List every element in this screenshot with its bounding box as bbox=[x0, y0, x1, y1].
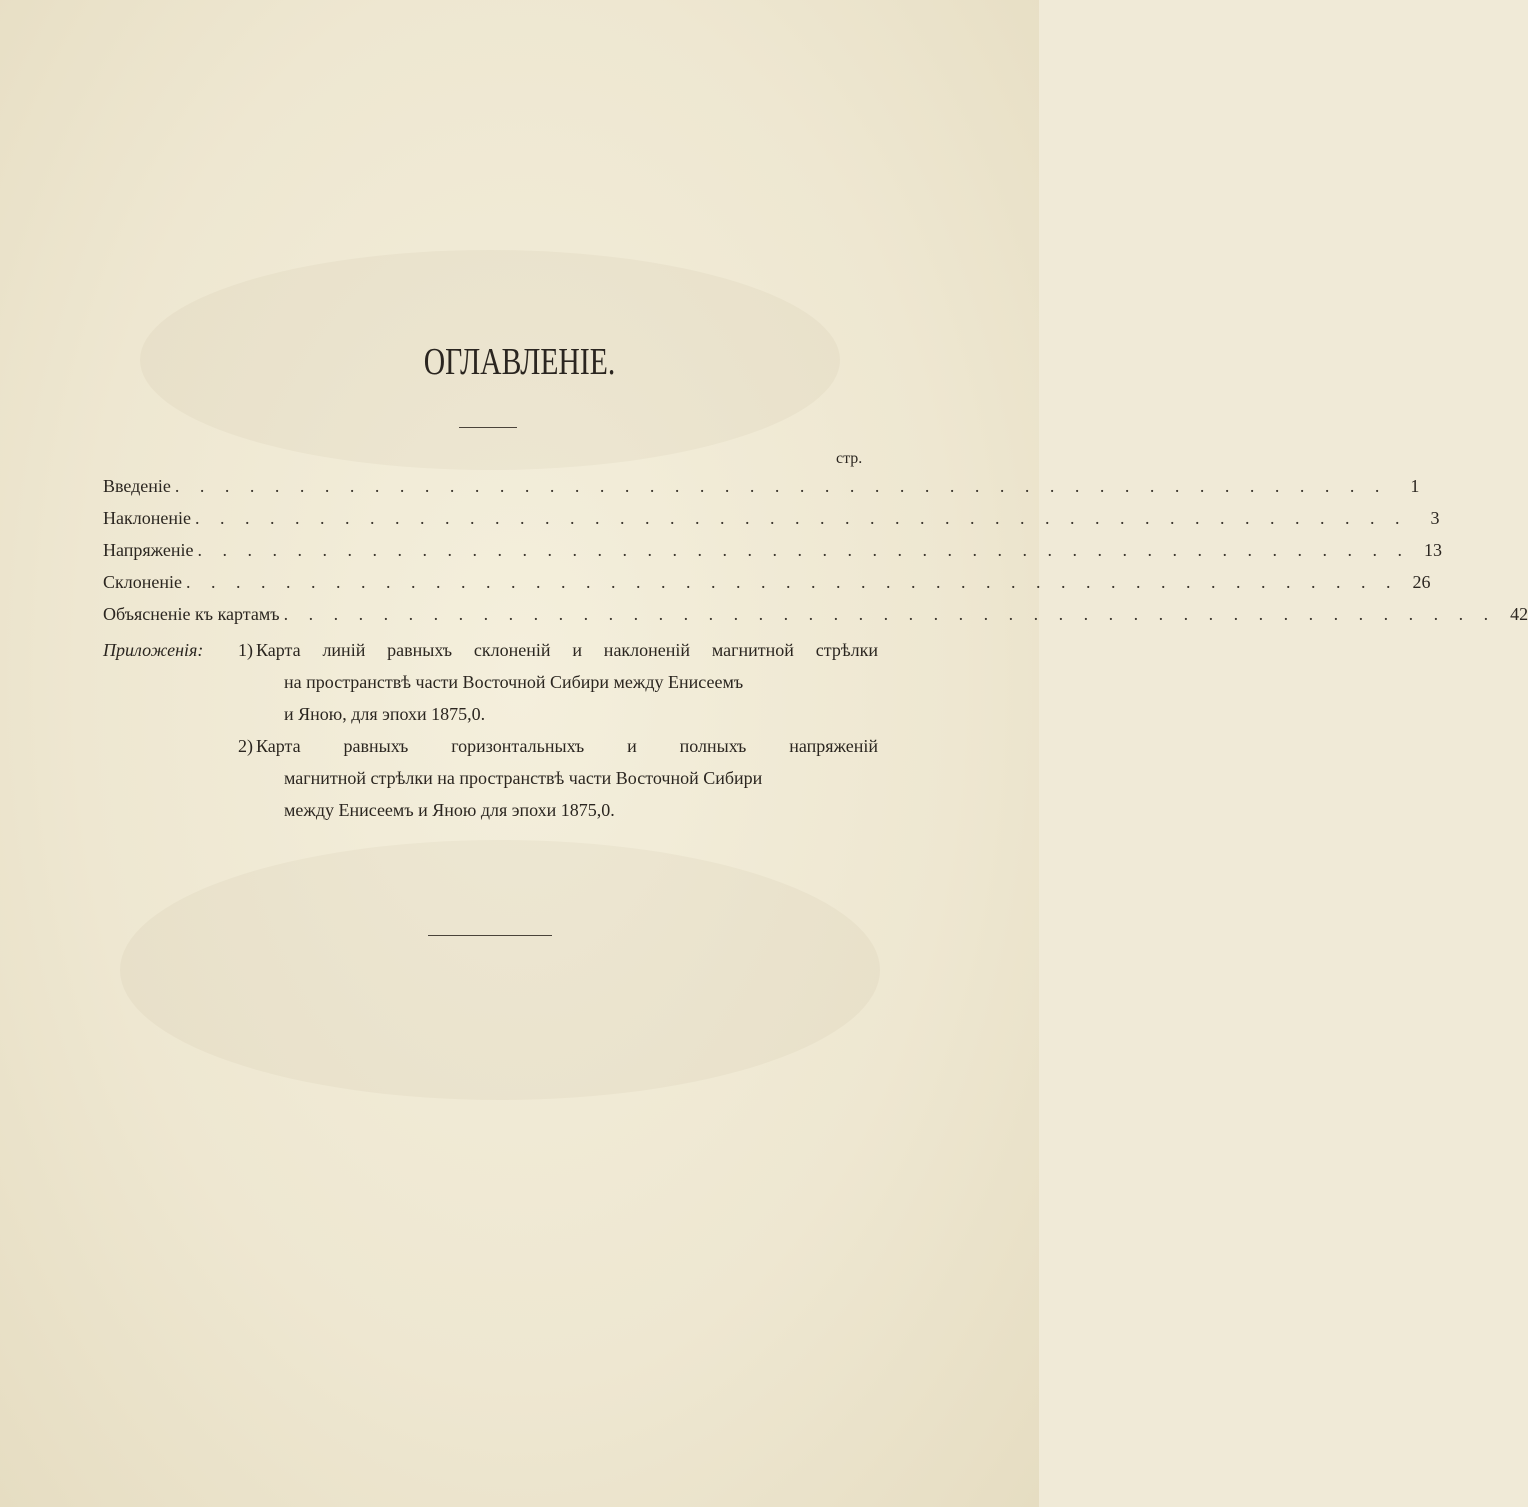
toc-leader-dots: . . . . . . . . . . . . . . . . . . . . . . . . . . . . . . . . . . . . . . . . . . . . . . . . . bbox=[194, 508, 1408, 528]
appendix-label: Приложенія: bbox=[103, 640, 204, 660]
title-divider bbox=[459, 427, 517, 428]
appendix-line: и Яною, для эпохи 1875,0. bbox=[284, 704, 486, 724]
toc-entry-page: 1 bbox=[1410, 476, 1420, 496]
appendix-item-text bbox=[256, 634, 878, 730]
appendix-item-number: 2) bbox=[238, 736, 253, 756]
appendix-line: Карта линій равныхъ склоненій и наклоненій магнитной стрѣлки bbox=[256, 640, 878, 660]
toc-entry-page: 3 bbox=[1430, 508, 1440, 528]
appendix-line: Карта равныхъ горизонтальныхъ и полныхъ напряженій bbox=[256, 736, 878, 756]
page-column-label: стр. bbox=[836, 450, 863, 467]
toc-leader-dots: . . . . . . . . . . . . . . . . . . . . . . . . . . . . . . . . . . . . . . . . . . . . . . . . . bbox=[185, 572, 1399, 592]
toc-leader-dots: . . . . . . . . . . . . . . . . . . . . . . . . . . . . . . . . . . . . . . . . . . . . . . . . . bbox=[197, 540, 1410, 560]
toc-entry[interactable] bbox=[103, 538, 1442, 570]
appendix-line: между Енисеемъ и Яною для эпохи 1875,0. bbox=[284, 800, 615, 820]
appendix-item-text bbox=[256, 730, 878, 826]
appendix-item-number: 1) bbox=[238, 640, 253, 660]
toc-entry[interactable] bbox=[103, 474, 1420, 506]
toc-entry[interactable] bbox=[103, 506, 1440, 538]
appendix-line: магнитной стрѣлки на пространствѣ части Восточной Сибири bbox=[284, 768, 763, 788]
toc-entry[interactable] bbox=[103, 602, 1528, 634]
toc-entry-title: Напряженіе bbox=[103, 540, 194, 560]
closing-divider bbox=[428, 935, 552, 936]
toc-leader-dots: . . . . . . . . . . . . . . . . . . . . . . . . . . . . . . . . . . . . . . . . . . . . . . . . . bbox=[174, 476, 1388, 496]
toc-entry-page: 26 bbox=[1412, 572, 1431, 592]
toc-entry-page: 42 bbox=[1510, 604, 1528, 624]
toc-leader-dots: . . . . . . . . . . . . . . . . . . . . . . . . . . . . . . . . . . . . . . . . . . . . . . . . . bbox=[283, 604, 1497, 624]
toc-entry[interactable] bbox=[103, 570, 1431, 602]
toc-entry-title: Введеніе bbox=[103, 476, 171, 496]
toc-entry-title: Склоненіе bbox=[103, 572, 182, 592]
toc-entry-title: Объясненіе къ картамъ bbox=[103, 604, 280, 624]
appendix-line: на пространствѣ части Восточной Сибири между Енисеемъ bbox=[284, 672, 744, 692]
page-title: ОГЛАВЛЕНІЕ. bbox=[423, 341, 616, 383]
bleed-through-stain bbox=[120, 840, 880, 1100]
toc-entry-page: 13 bbox=[1423, 540, 1442, 560]
toc-entry-title: Наклоненіе bbox=[103, 508, 191, 528]
table-of-contents bbox=[103, 474, 1528, 634]
